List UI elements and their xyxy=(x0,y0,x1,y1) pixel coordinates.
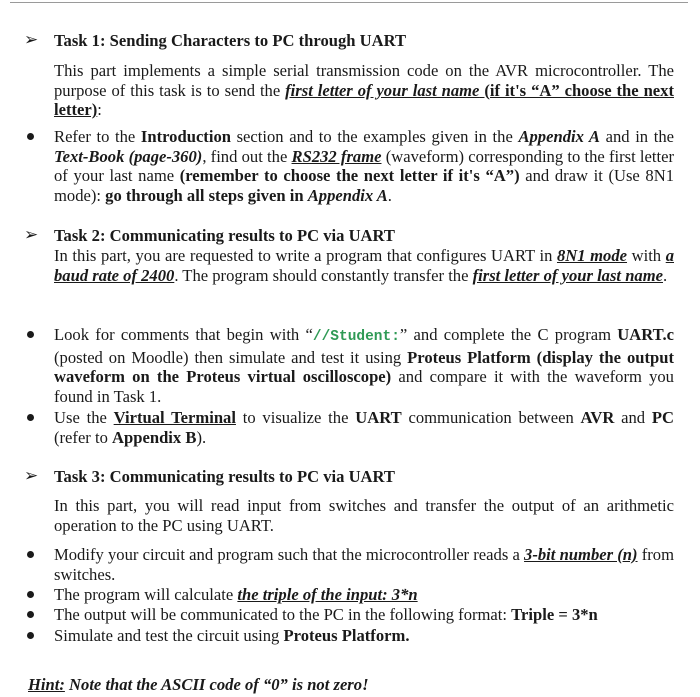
task3-bullet-2: The program will calculate the triple of the input: 3*n xyxy=(54,585,418,604)
task1-paragraph: This part implements a simple serial transmission code on the AVR microcontroller. The purpose of this task is to send the first letter of your last name (if it's “A” choose the next letter): xyxy=(54,61,674,120)
task1-title: Task 1: Sending Characters to PC through UART xyxy=(54,31,407,50)
hint-note: Hint: Note that the ASCII code of “0” is not zero! xyxy=(28,675,369,694)
bullet-dot-icon xyxy=(27,591,34,598)
task3-bullet-4: Simulate and test the circuit using Proteus Platform. xyxy=(54,626,410,645)
bullet-dot-icon xyxy=(27,632,34,639)
bullet-dot-icon xyxy=(27,551,34,558)
bullet-dot-icon xyxy=(27,414,34,421)
task2-title: Task 2: Communicating results to PC via UART xyxy=(54,226,395,245)
task2-bullet-2: Use the Virtual Terminal to visualize the UART communication between AVR and PC (refer to Appendix B). xyxy=(54,408,674,447)
task3-bullet-1: Modify your circuit and program such that the microcontroller reads a 3-bit number (n) from switches. xyxy=(54,545,674,584)
task3-title: Task 3: Communicating results to PC via UART xyxy=(54,467,395,486)
task2-bullet-1: Look for comments that begin with “//Student:” and complete the C program UART.c (posted on Moodle) then simulate and test it using Proteus Platform (display the output waveform on the Proteus virtual oscilloscope) and compare it with the waveform you found in Task 1. xyxy=(54,325,675,406)
bullet-dot-icon xyxy=(27,331,34,338)
task2-paragraph: In this part, you are requested to write a program that configures UART in 8N1 mode with a baud rate of 2400. The program should constantly transfer the first letter of your last name. xyxy=(54,246,674,285)
arrow-bullet-icon: ➢ xyxy=(24,30,39,50)
bullet-dot-icon xyxy=(27,611,34,618)
arrow-bullet-icon: ➢ xyxy=(24,466,39,486)
task3-bullet-3: The output will be communicated to the PC in the following format: Triple = 3*n xyxy=(54,605,598,624)
bullet-dot-icon xyxy=(27,133,34,140)
top-rule xyxy=(10,2,688,3)
arrow-bullet-icon: ➢ xyxy=(24,225,39,245)
task1-bullet: Refer to the Introduction section and to the examples given in the Appendix A and in the Text-Book (page-360), find out the RS232 frame (waveform) corresponding to the first letter of your last name (remember to choose the next letter if it's “A”) and draw it (Use 8N1 mode): go through all steps given in Appendix A. xyxy=(54,127,674,205)
task3-paragraph: In this part, you will read input from switches and transfer the output of an arithmetic operation to the PC using UART. xyxy=(54,496,674,535)
